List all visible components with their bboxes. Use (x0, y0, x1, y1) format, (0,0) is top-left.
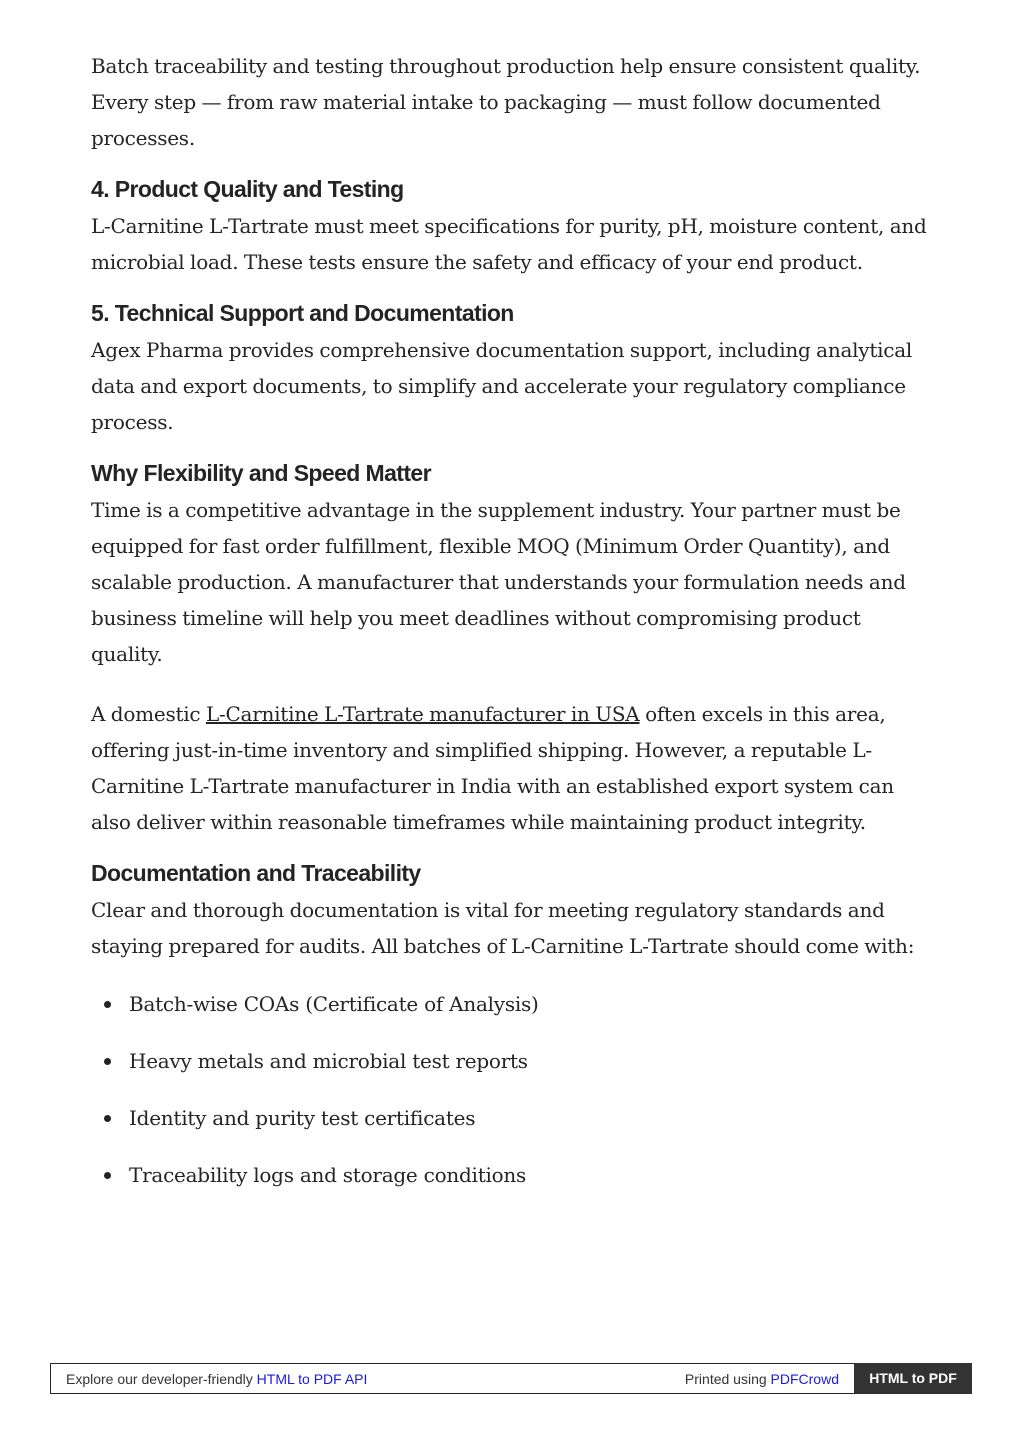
documentation-list (91, 986, 933, 1193)
footer-printed-text: Printed using (684, 1371, 771, 1387)
flexibility-paragraph: Time is a competitive advantage in the supplement industry. Your partner must be equipped for fast order fulfillment, flexible MOQ (Minimum Order Quantity), and scalable production. A manufacturer that understands your formulation needs and business timeline will help you meet deadlines without compromising product quality. (91, 498, 906, 666)
section-4-paragraph: L-Carnitine L-Tartrate must meet specifications for purity, pH, moisture content, and microbial load. These tests ensure the safety and efficacy of your end product. (91, 214, 927, 274)
article-content (91, 48, 933, 1214)
footer-printed-using (685, 1371, 839, 1387)
usa-manufacturer-link[interactable]: L-Carnitine L-Tartrate manufacturer in USA (205, 702, 640, 726)
html-to-pdf-badge[interactable]: HTML to PDF (854, 1363, 972, 1394)
flexibility-heading: Why Flexibility and Speed Matter (91, 460, 431, 486)
list-item-text: Traceability logs and storage conditions (129, 1163, 527, 1187)
list-item (129, 986, 933, 1022)
manufacturer-paragraph (91, 696, 933, 840)
list-item (129, 1157, 933, 1193)
section-5-paragraph: Agex Pharma provides comprehensive documentation support, including analytical data and export documents, to simplify and accelerate your regulatory compliance process. (91, 338, 913, 434)
pdfcrowd-footer (50, 1363, 972, 1394)
list-item-text: Identity and purity test certificates (129, 1106, 476, 1130)
documentation-paragraph: Clear and thorough documentation is vital for meeting regulatory standards and staying prepared for audits. All batches of L-Carnitine L-Tartrate should come with: (91, 898, 915, 958)
list-item-text: Heavy metals and microbial test reports (129, 1049, 528, 1073)
intro-paragraph: Batch traceability and testing throughout production help ensure consistent quality. Every step — from raw material intake to packaging — must follow documented processes. (91, 54, 921, 150)
pdfcrowd-link[interactable]: PDFCrowd (770, 1371, 839, 1387)
bullet-icon (104, 1115, 111, 1122)
bullet-icon (104, 1001, 111, 1008)
section-4-heading: 4. Product Quality and Testing (91, 176, 404, 202)
documentation-heading: Documentation and Traceability (91, 860, 421, 886)
list-item-text: Batch-wise COAs (Certificate of Analysis) (129, 992, 539, 1016)
footer-promo (66, 1371, 367, 1387)
footer-promo-text: Explore our developer-friendly (66, 1371, 257, 1387)
list-item (129, 1043, 933, 1079)
html-to-pdf-api-link[interactable]: HTML to PDF API (256, 1371, 368, 1387)
bullet-icon (104, 1058, 111, 1065)
section-5-heading: 5. Technical Support and Documentation (91, 300, 514, 326)
bullet-icon (104, 1172, 111, 1179)
manufacturer-paragraph-end: often excels in this area, offering just-in-time inventory and simplified shipping. However, a reputable L-Carnitine L-Tartrate manufacturer in India with an established export system can also deliver within reasonable timeframes while maintaining product integrity. (91, 702, 894, 834)
manufacturer-paragraph-start: A domestic (91, 702, 206, 726)
list-item (129, 1100, 933, 1136)
